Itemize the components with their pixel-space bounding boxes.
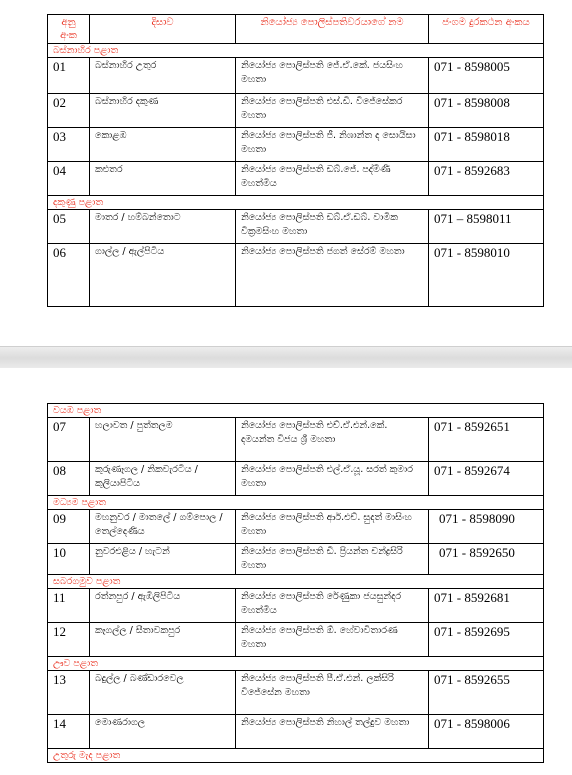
officer-name: නියෝජ්‍ය පොලිස්පති ආර්.එච්. සුදත් මාසිංහ මහතා — [236, 510, 429, 544]
table-row — [48, 162, 544, 196]
row-number: 02 — [48, 94, 90, 128]
header-phone: ජංගම දුරකථන අංකය — [429, 15, 544, 44]
officer-name: නියෝජ්‍ය පොලිස්පති ඩී. ප්‍රියන්ත චන්ද්‍රසිරි මහතා — [236, 544, 429, 575]
officer-name: නියෝජ්‍ය පොලිස්පති ඩබ්.ඒ.ඩබ්. වාමික වික්‍රමසිංහ මහතා — [236, 210, 429, 244]
officer-name: නියෝජ්‍ය පොලිස්පති එච්.ඒ.එන්.කේ. දමයන්ත විජය ශ්‍රී මහතා — [236, 418, 429, 462]
district-name: බදුල්ල / බණ්ඩාරවෙල — [90, 671, 236, 715]
district-name: රත්නපුර / ඇඹිලිපිටිය — [90, 589, 236, 623]
table-row — [48, 462, 544, 496]
header-number: අනු අංක — [48, 15, 90, 44]
table-row — [48, 715, 544, 749]
row-number: 05 — [48, 210, 90, 244]
table-row — [48, 210, 544, 244]
police-contact-table-continued — [47, 403, 544, 763]
page-break — [0, 346, 572, 370]
row-number: 01 — [48, 58, 90, 94]
officer-name: නියෝජ්‍ය පොලිස්පති පී.ඒ.එන්. ලක්සිරි විජේසේන මහතා — [236, 671, 429, 715]
district-name: මොණරාගල — [90, 715, 236, 749]
district-name: බස්නාහිර දකුණ — [90, 94, 236, 128]
row-number: 04 — [48, 162, 90, 196]
officer-name: නියෝජ්‍ය පොලිස්පති රේණුකා ජයසුන්දර මහත්මිය — [236, 589, 429, 623]
document-page-2 — [0, 368, 572, 775]
section-row — [48, 657, 544, 671]
phone-number: 071 - 8592674 — [429, 462, 544, 496]
phone-number: 071 - 8598008 — [429, 94, 544, 128]
section-row — [48, 404, 544, 418]
table-row — [48, 418, 544, 462]
province-heading: වයඹ පළාත — [48, 404, 544, 418]
table-header-row — [48, 15, 544, 44]
phone-number: 071 - 8598006 — [429, 715, 544, 749]
district-name: නුවරඑළිය / හැටන් — [90, 544, 236, 575]
phone-number: 071 - 8598090 — [429, 510, 544, 544]
phone-number: 071 - 8592655 — [429, 671, 544, 715]
row-number: 06 — [48, 244, 90, 307]
province-heading: උතුරු මැද පළාත — [48, 749, 544, 763]
officer-name: නියෝජ්‍ය පොලිස්පති ජගත් සේරම් මහතා — [236, 244, 429, 307]
row-number: 12 — [48, 623, 90, 657]
officer-name: නියෝජ්‍ය පොලිස්පති ජී. නිශාන්ත ද සොයිසා මහතා — [236, 128, 429, 162]
row-number: 09 — [48, 510, 90, 544]
phone-number: 071 - 8592681 — [429, 589, 544, 623]
table-row — [48, 94, 544, 128]
header-officer: නියෝජ්‍ය පොලිස්පතිවරයාගේ නම — [236, 15, 429, 44]
district-name: කළුතර — [90, 162, 236, 196]
table-row — [48, 244, 544, 307]
header-district: දිසාව — [90, 15, 236, 44]
section-row — [48, 496, 544, 510]
table-row — [48, 510, 544, 544]
table-row — [48, 58, 544, 94]
phone-number: 071 - 8592695 — [429, 623, 544, 657]
province-heading: ඌව පළාත — [48, 657, 544, 671]
row-number: 08 — [48, 462, 90, 496]
officer-name: නියෝජ්‍ය පොලිස්පති ඩබ්.ජේ. පද්මිණී මහත්මිය — [236, 162, 429, 196]
officer-name: නියෝජ්‍ය පොලිස්පති නිහාල් තල්දුව මහතා — [236, 715, 429, 749]
table-row — [48, 544, 544, 575]
row-number: 11 — [48, 589, 90, 623]
phone-number: 071 - 8598018 — [429, 128, 544, 162]
province-heading: දකුණු පළාත — [48, 196, 544, 210]
phone-number: 071 – 8598011 — [429, 210, 544, 244]
phone-number: 071 - 8598005 — [429, 58, 544, 94]
province-heading: මධ්‍යම පළාත — [48, 496, 544, 510]
police-contact-table — [47, 14, 544, 307]
row-number: 13 — [48, 671, 90, 715]
phone-number: 071 - 8592650 — [429, 544, 544, 575]
section-row — [48, 575, 544, 589]
table-row — [48, 671, 544, 715]
district-name: හලාවත / පුත්තලම — [90, 418, 236, 462]
row-number: 07 — [48, 418, 90, 462]
row-number: 03 — [48, 128, 90, 162]
section-row — [48, 749, 544, 763]
table-row — [48, 623, 544, 657]
province-heading: බස්නාහිර පළාත — [48, 44, 544, 58]
officer-name: නියෝජ්‍ය පොලිස්පති එල්.ඒ.යූ. සරත් කුමාර මහතා — [236, 462, 429, 496]
officer-name: නියෝජ්‍ය පොලිස්පති ජේ.ඒ.කේ. ජයසිංහ මහතා — [236, 58, 429, 94]
district-name: ගාල්ල / ඇල්පිටිය — [90, 244, 236, 307]
phone-number: 071 - 8598010 — [429, 244, 544, 307]
row-number: 10 — [48, 544, 90, 575]
district-name: මහනුවර / මාතලේ / ගම්පොල / තෙල්දෙණිය — [90, 510, 236, 544]
section-row — [48, 44, 544, 58]
province-heading: සබරගමුව පළාත — [48, 575, 544, 589]
district-name: කුරුණෑගල / නිකවැරටිය / කුලියාපිටිය — [90, 462, 236, 496]
district-name: කෑගල්ල / සීතාවකපුර — [90, 623, 236, 657]
table-row — [48, 589, 544, 623]
officer-name: නියෝජ්‍ය පොලිස්පති ඕ. හේවාවිතාරණ මහතා — [236, 623, 429, 657]
section-row — [48, 196, 544, 210]
document-page-1 — [0, 0, 572, 346]
phone-number: 071 - 8592683 — [429, 162, 544, 196]
district-name: කොළඹ — [90, 128, 236, 162]
officer-name: නියෝජ්‍ය පොලිස්පති එස්.ඩී. විජේසේකර මහතා — [236, 94, 429, 128]
phone-number: 071 - 8592651 — [429, 418, 544, 462]
district-name: මාතර / හම්බන්තොට — [90, 210, 236, 244]
table-row — [48, 128, 544, 162]
district-name: බස්නාහිර උතුර — [90, 58, 236, 94]
row-number: 14 — [48, 715, 90, 749]
